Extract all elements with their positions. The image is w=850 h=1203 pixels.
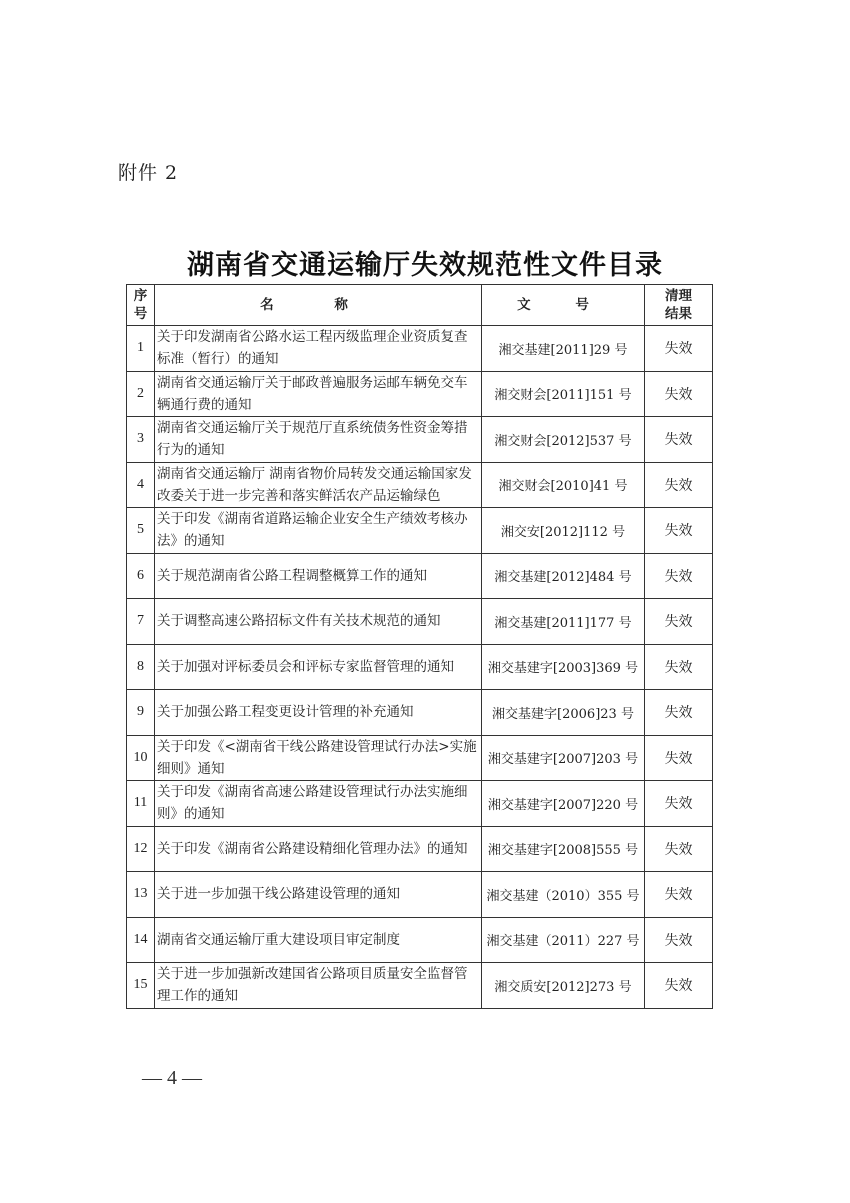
row-code: 湘交基建字[2007]203 号	[482, 735, 645, 781]
row-code: 湘交基建[2011]177 号	[482, 599, 645, 645]
row-code: 湘交基建（2010）355 号	[482, 872, 645, 918]
row-index: 4	[127, 462, 155, 508]
header-code: 文 号	[482, 285, 645, 326]
table-row	[127, 872, 713, 918]
row-index: 7	[127, 599, 155, 645]
table-row	[127, 462, 713, 508]
row-index: 5	[127, 508, 155, 554]
row-name: 关于加强公路工程变更设计管理的补充通知	[155, 690, 482, 736]
row-code: 湘交基建字[2008]555 号	[482, 826, 645, 872]
table-row	[127, 826, 713, 872]
page-number: — 4 —	[142, 1067, 202, 1089]
table-row	[127, 917, 713, 963]
row-code: 湘交基建字[2003]369 号	[482, 644, 645, 690]
table-header-row	[127, 285, 713, 326]
table-row	[127, 963, 713, 1009]
row-code: 湘交基建（2011）227 号	[482, 917, 645, 963]
row-result: 失效	[645, 826, 713, 872]
header-name: 名 称	[155, 285, 482, 326]
row-result: 失效	[645, 553, 713, 599]
row-index: 2	[127, 371, 155, 417]
row-result: 失效	[645, 644, 713, 690]
row-index: 15	[127, 963, 155, 1009]
row-index: 14	[127, 917, 155, 963]
table-row	[127, 599, 713, 645]
row-index: 10	[127, 735, 155, 781]
row-result: 失效	[645, 872, 713, 918]
row-result: 失效	[645, 326, 713, 372]
table-row	[127, 326, 713, 372]
row-name: 关于进一步加强新改建国省公路项目质量安全监督管理工作的通知	[155, 963, 482, 1009]
row-result: 失效	[645, 781, 713, 827]
row-code: 湘交基建字[2006]23 号	[482, 690, 645, 736]
row-result: 失效	[645, 963, 713, 1009]
row-name: 关于印发湖南省公路水运工程丙级监理企业资质复查标准（暂行）的通知	[155, 326, 482, 372]
row-code: 湘交基建[2012]484 号	[482, 553, 645, 599]
row-name: 湖南省交通运输厅关于邮政普遍服务运邮车辆免交车辆通行费的通知	[155, 371, 482, 417]
row-code: 湘交财会[2011]151 号	[482, 371, 645, 417]
row-result: 失效	[645, 417, 713, 463]
row-code: 湘交财会[2010]41 号	[482, 462, 645, 508]
row-name: 关于印发《<湖南省干线公路建设管理试行办法>实施细则》通知	[155, 735, 482, 781]
row-name: 湖南省交通运输厅重大建设项目审定制度	[155, 917, 482, 963]
row-code: 湘交安[2012]112 号	[482, 508, 645, 554]
invalid-documents-table	[126, 284, 713, 1009]
row-index: 8	[127, 644, 155, 690]
row-index: 1	[127, 326, 155, 372]
row-result: 失效	[645, 599, 713, 645]
header-index: 序号	[127, 285, 155, 326]
row-name: 关于印发《湖南省道路运输企业安全生产绩效考核办法》的通知	[155, 508, 482, 554]
table-row	[127, 553, 713, 599]
row-name: 湖南省交通运输厅 湖南省物价局转发交通运输国家发改委关于进一步完善和落实鲜活农产品运输绿色	[155, 462, 482, 508]
attachment-label: 附件 2	[118, 162, 179, 184]
table-row	[127, 417, 713, 463]
row-name: 关于加强对评标委员会和评标专家监督管理的通知	[155, 644, 482, 690]
row-result: 失效	[645, 690, 713, 736]
row-result: 失效	[645, 371, 713, 417]
row-index: 11	[127, 781, 155, 827]
row-code: 湘交质安[2012]273 号	[482, 963, 645, 1009]
row-name: 关于印发《湖南省公路建设精细化管理办法》的通知	[155, 826, 482, 872]
row-result: 失效	[645, 508, 713, 554]
row-result: 失效	[645, 917, 713, 963]
row-index: 9	[127, 690, 155, 736]
row-result: 失效	[645, 462, 713, 508]
header-result: 清理结果	[645, 285, 713, 326]
row-index: 3	[127, 417, 155, 463]
row-result: 失效	[645, 735, 713, 781]
row-index: 6	[127, 553, 155, 599]
table-row	[127, 644, 713, 690]
row-code: 湘交基建字[2007]220 号	[482, 781, 645, 827]
row-name: 关于印发《湖南省高速公路建设管理试行办法实施细则》的通知	[155, 781, 482, 827]
row-name: 关于调整高速公路招标文件有关技术规范的通知	[155, 599, 482, 645]
table-row	[127, 690, 713, 736]
table-row	[127, 781, 713, 827]
row-name: 湖南省交通运输厅关于规范厅直系统债务性资金筹措行为的通知	[155, 417, 482, 463]
row-code: 湘交基建[2011]29 号	[482, 326, 645, 372]
table-row	[127, 735, 713, 781]
document-title: 湖南省交通运输厅失效规范性文件目录	[187, 250, 663, 281]
row-index: 13	[127, 872, 155, 918]
table-row	[127, 508, 713, 554]
row-code: 湘交财会[2012]537 号	[482, 417, 645, 463]
table-row	[127, 371, 713, 417]
row-index: 12	[127, 826, 155, 872]
row-name: 关于规范湖南省公路工程调整概算工作的通知	[155, 553, 482, 599]
row-name: 关于进一步加强干线公路建设管理的通知	[155, 872, 482, 918]
